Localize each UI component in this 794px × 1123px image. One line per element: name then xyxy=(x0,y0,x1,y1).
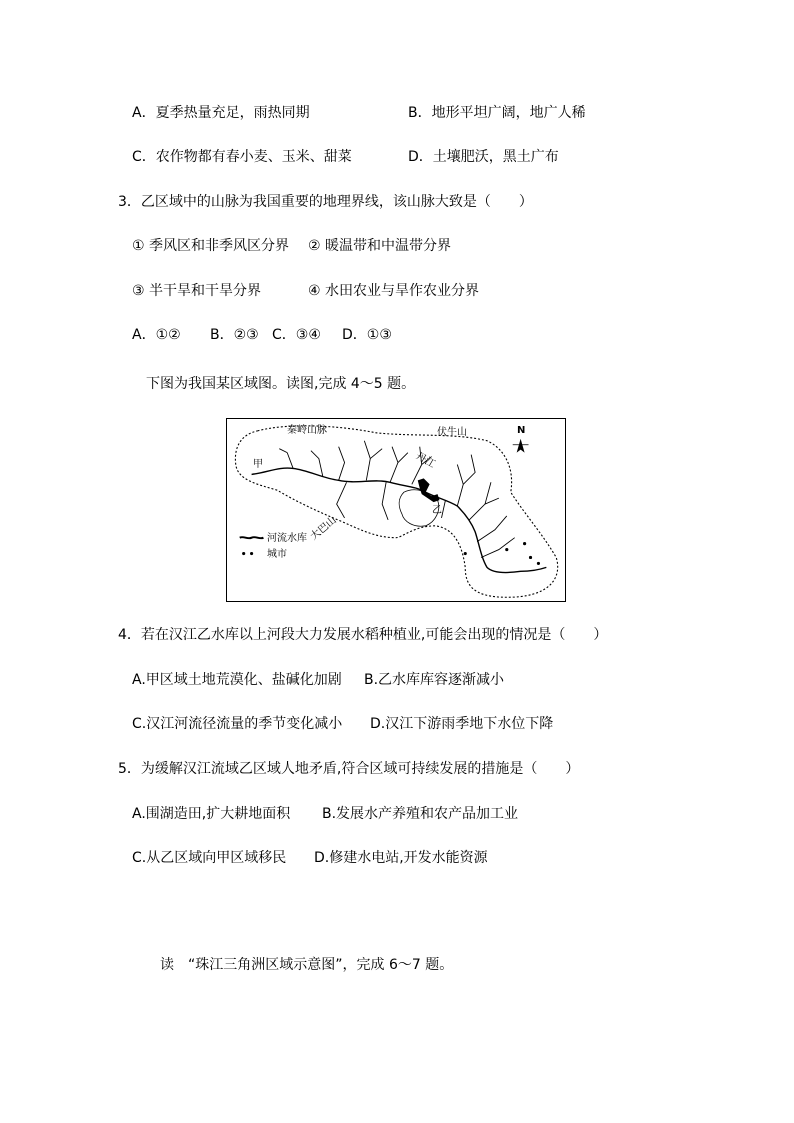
tributary xyxy=(382,482,388,520)
tributary xyxy=(364,441,382,481)
tributary xyxy=(337,482,347,518)
north-arrow-icon xyxy=(517,439,525,453)
label-qinling: 秦岭山脉 xyxy=(287,425,327,436)
q3-option-d: D．①③ xyxy=(342,327,392,343)
legend-city-label: 城市 xyxy=(267,549,287,560)
q5-option-b: B.发展水产养殖和农产品加工业 xyxy=(322,806,519,822)
q4-option-b: B.乙水库库容逐渐减小 xyxy=(364,672,505,688)
q3-option-c: C．③④ xyxy=(272,327,321,343)
city-dot xyxy=(529,556,532,559)
q3-item-3: ③ 半干旱和干旱分界 xyxy=(132,283,262,299)
q2-option-b: B．地形平坦广阔，地广人稀 xyxy=(408,105,586,121)
tributary xyxy=(279,449,293,469)
q4-option-d: D.汉江下游雨季地下水位下降 xyxy=(370,716,554,732)
tributary xyxy=(477,516,507,542)
basin-boundary xyxy=(235,426,557,597)
q3-item-1: ① 季风区和非季风区分界 xyxy=(132,238,290,254)
region-map-drawing xyxy=(227,419,565,601)
q4-option-c: C.汉江河流径流量的季节变化减小 xyxy=(132,716,343,732)
q4-option-a: A.甲区域土地荒漠化、盐碱化加剧 xyxy=(132,672,342,688)
label-yi: 乙 xyxy=(432,505,442,516)
q3-item-2: ② 暖温带和中温带分界 xyxy=(308,238,452,254)
label-danjiang: 丹江 xyxy=(413,450,437,471)
intro-6-7: 读 “珠江三角洲区域示意图”，完成 6～7 题。 xyxy=(160,957,454,973)
q2-option-d: D．土壤肥沃，黑土广布 xyxy=(408,149,559,165)
q2-option-c: C．农作物都有春小麦、玉米、甜菜 xyxy=(132,149,352,165)
tributary xyxy=(469,482,499,520)
tributary xyxy=(442,500,446,518)
legend-city-dot xyxy=(242,552,245,555)
city-dot xyxy=(464,552,467,555)
q2-option-a: A．夏季热量充足，雨热同期 xyxy=(132,105,310,121)
q5-option-a: A.围湖造田,扩大耕地面积 xyxy=(132,806,291,822)
label-daba: 大巴山 xyxy=(308,514,339,543)
tributary xyxy=(457,455,475,506)
legend-city-dot xyxy=(250,552,253,555)
city-dot xyxy=(505,548,508,551)
label-jia: 甲 xyxy=(253,459,263,470)
city-dot xyxy=(537,562,540,565)
q5-option-d: D.修建水电站,开发水能资源 xyxy=(314,850,488,866)
city-dot xyxy=(523,542,526,545)
label-funiu: 伏牛山 xyxy=(437,427,467,438)
q3-item-4: ④ 水田农业与旱作农业分界 xyxy=(308,283,480,299)
q4-stem: 4．若在汉江乙水库以上河段大力发展水稻种植业,可能会出现的情况是（ ） xyxy=(118,627,608,643)
q3-option-a: A．①② xyxy=(132,327,181,343)
q3-stem: 3．乙区域中的山脉为我国重要的地理界线，该山脉大致是（ ） xyxy=(118,194,533,210)
legend-river-label: 河流水库 xyxy=(267,533,307,544)
tributary xyxy=(481,538,515,558)
intro-4-5: 下图为我国某区域图。读图,完成 4～5 题。 xyxy=(146,376,416,392)
main-river xyxy=(252,468,547,572)
q5-option-c: C.从乙区域向甲区域移民 xyxy=(132,850,287,866)
tributary xyxy=(339,447,345,481)
legend-river-symbol xyxy=(240,537,264,538)
region-map xyxy=(226,418,566,602)
tributary xyxy=(390,447,408,483)
label-north: N xyxy=(517,425,526,436)
q3-option-b: B．②③ xyxy=(210,327,259,343)
q5-stem: 5．为缓解汉江流域乙区域人地矛盾,符合区域可持续发展的措施是（ ） xyxy=(118,761,580,777)
tributary xyxy=(311,451,323,477)
